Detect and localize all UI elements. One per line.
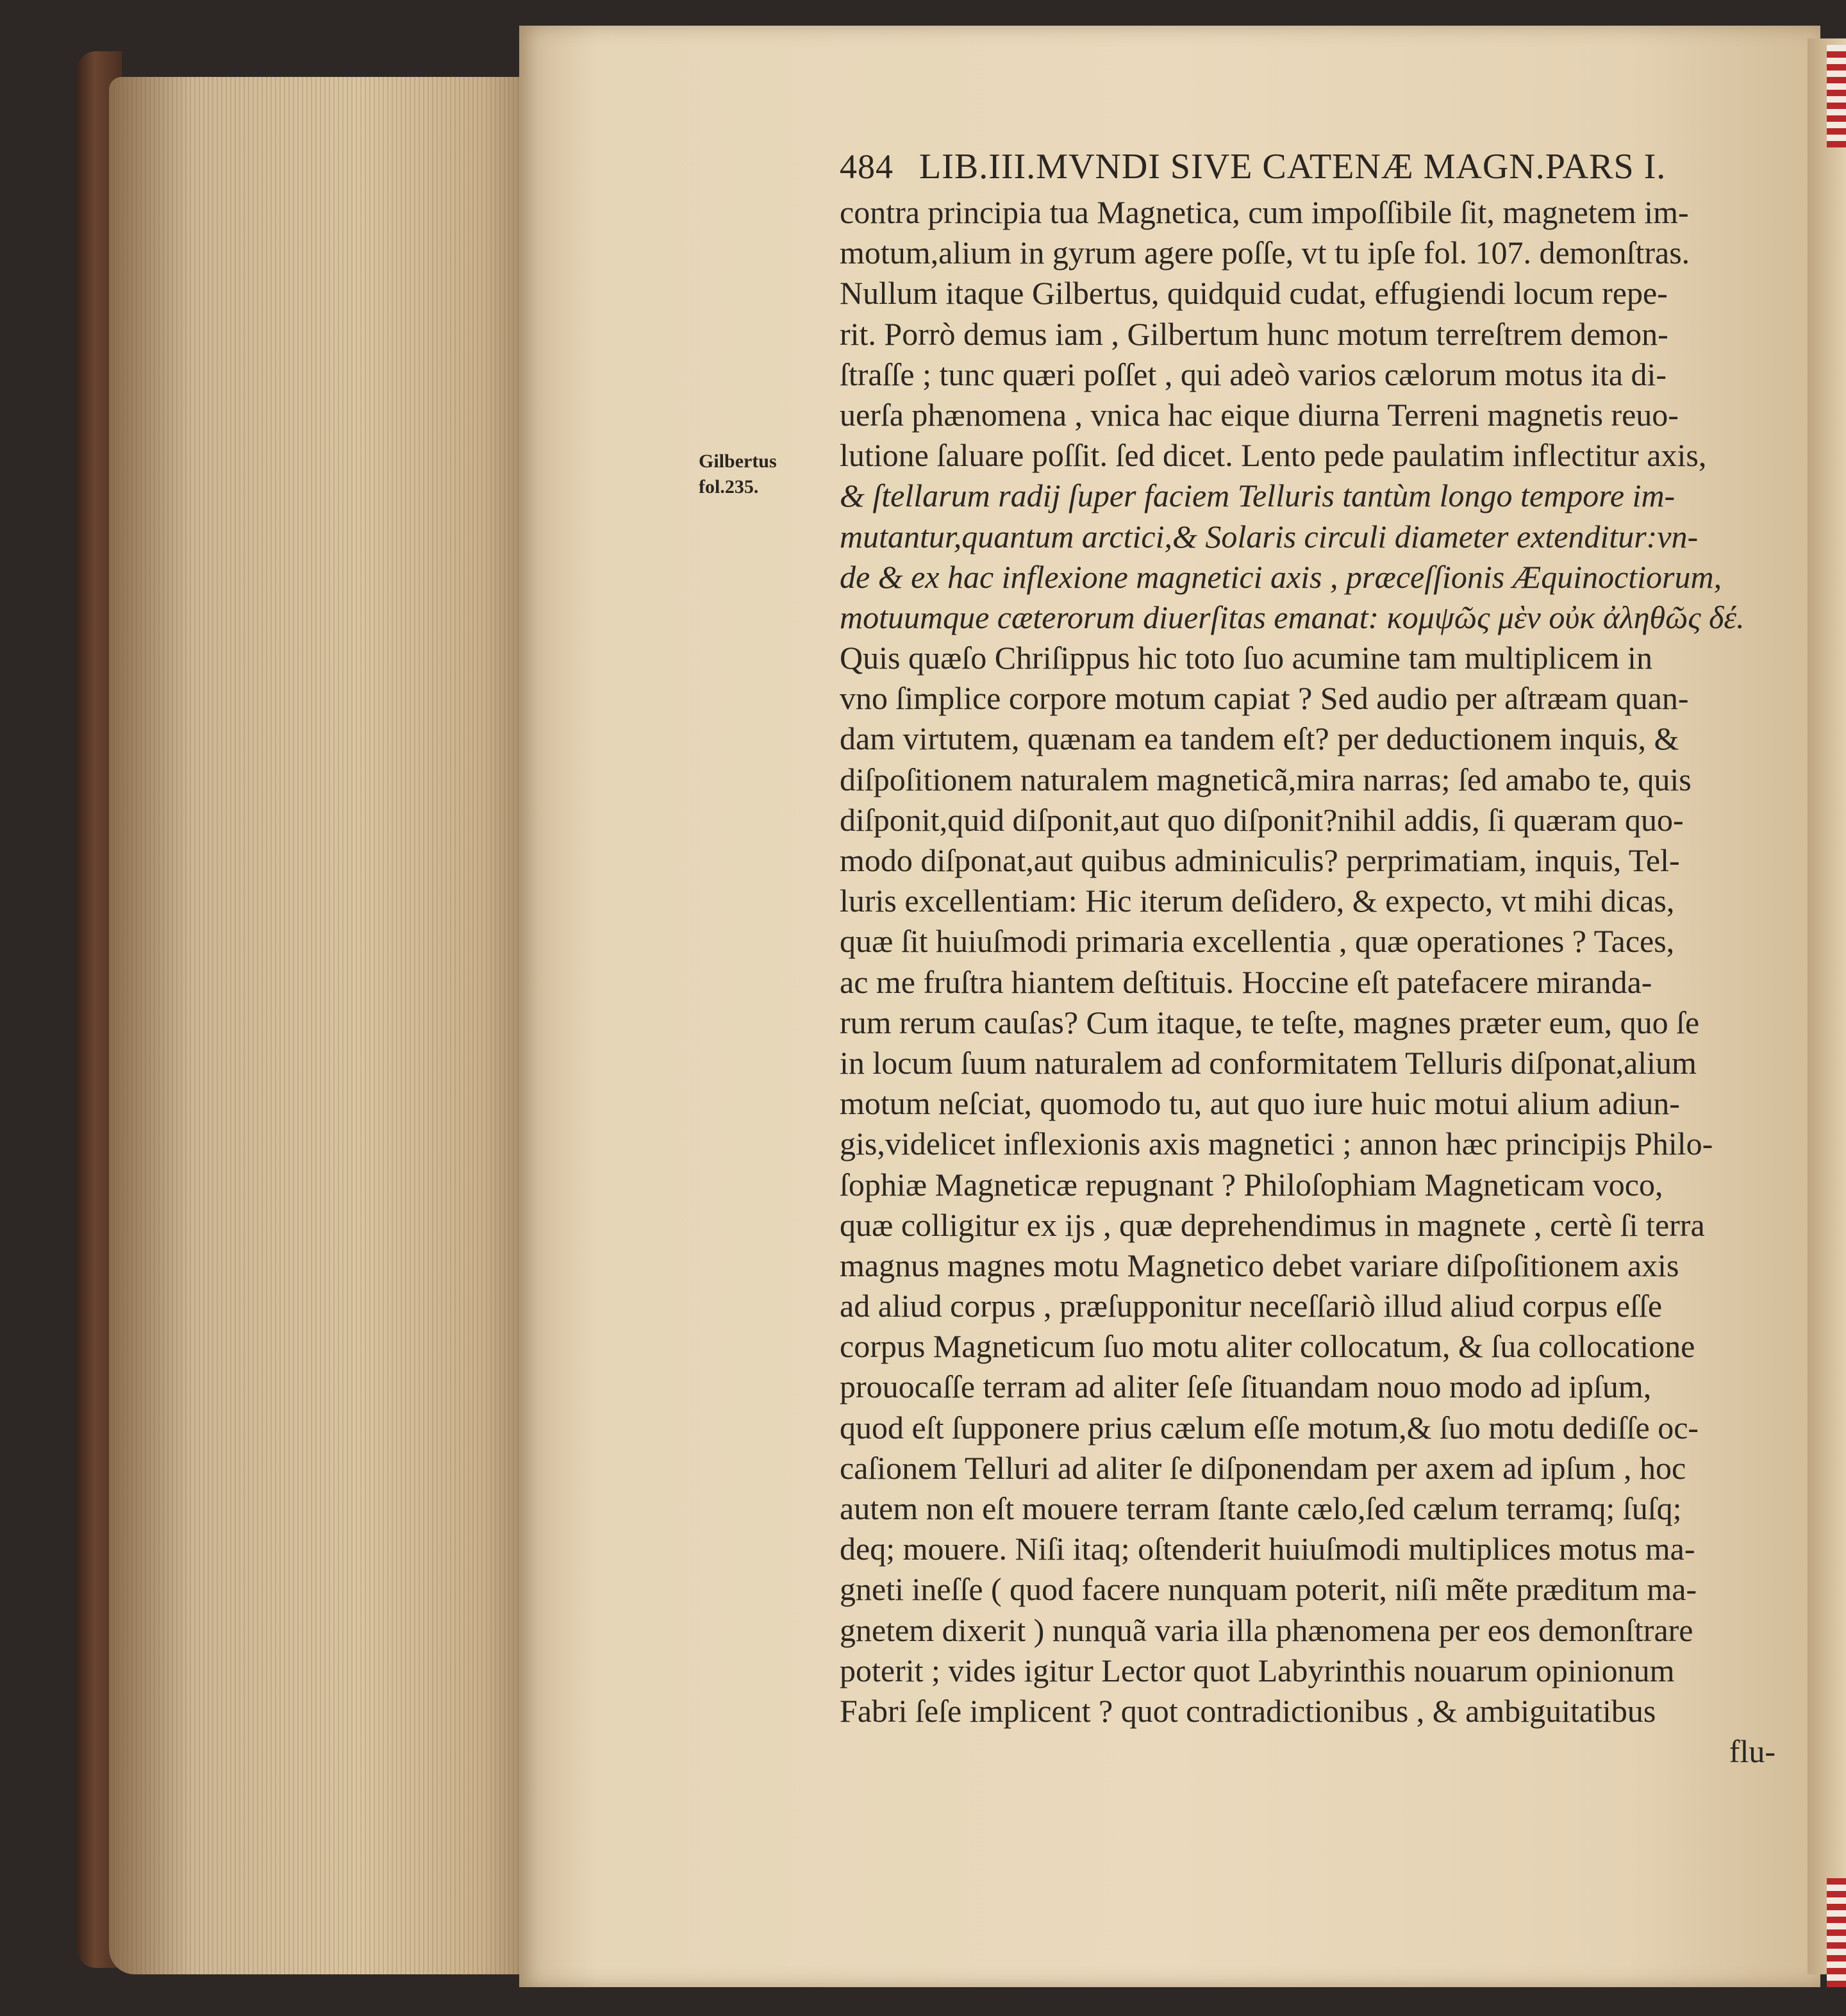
facing-page-edge xyxy=(1808,38,1846,1974)
text-line: quod eſt ſupponere prius cælum eſſe motum,& ſuo motu dediſſe oc- xyxy=(840,1409,1699,1445)
color-bar-top xyxy=(1827,45,1846,147)
text-line: poterit ; vides igitur Lector quot Labyrinthis nouarum opinionum xyxy=(840,1652,1675,1688)
text-line: modo diſponat,aut quibus adminiculis? perprimatiam, inquis, Tel- xyxy=(840,842,1680,878)
catchword: flu- xyxy=(1729,1733,1775,1770)
text-line: gnetem dixerit ) nunquã varia illa phænomena per eos demonſtrare xyxy=(840,1612,1693,1648)
text-line: caſionem Telluri ad aliter ſe diſponendam per axem ad ipſum , hoc xyxy=(840,1449,1686,1486)
text-line: rit. Porrò demus iam , Gilbertum hunc motum terreſtrem demon- xyxy=(840,315,1668,352)
text-line: deq; mouere. Niſi itaq; oſtenderit huiuſmodi multiplices motus ma- xyxy=(840,1531,1695,1567)
text-line: autem non eſt mouere terram ſtante cælo,ſed cælum terramq; ſuſq; xyxy=(840,1490,1682,1526)
text-line: motum,alium in gyrum agere poſſe, vt tu ipſe fol. 107. demonſtras. xyxy=(840,235,1690,271)
text-line: uerſa phænomena , vnica hac eique diurna Terreni magnetis reuo- xyxy=(840,396,1679,433)
body-text xyxy=(840,192,1782,1772)
text-line: diſpoſitionem naturalem magneticã,mira narras; ſed amabo te, quis xyxy=(840,761,1692,797)
running-header xyxy=(840,146,1782,197)
running-title: LIB.III.MVNDI SIVE CATENÆ MAGN.PARS I. xyxy=(919,147,1667,187)
text-line: dam virtutem, quænam ea tandem eſt? per deductionem inquis, & xyxy=(840,721,1679,757)
marginal-note-line: Gilbertus xyxy=(699,451,777,472)
text-line: motuumque cæterorum diuerſitas emanat: κομψῶς μὲν οὐκ ἀληθῶς δέ. xyxy=(840,599,1745,635)
text-line: contra principia tua Magnetica, cum impoſſibile ſit, magnetem im- xyxy=(840,194,1689,230)
text-line: ſophiæ Magneticæ repugnant ? Philoſophiam Magneticam voco, xyxy=(840,1166,1663,1203)
text-line: ac me fruſtra hiantem deſtituis. Hoccine eſt patefacere miranda- xyxy=(840,963,1652,1000)
text-line: Fabri ſeſe implicent ? quot contradictionibus , & ambiguitatibus xyxy=(840,1692,1656,1729)
text-line: gis,videlicet inflexionis axis magnetici ; annon hæc principijs Philo- xyxy=(840,1126,1713,1162)
text-line: gneti ineſſe ( quod facere nunquam poterit, niſi mẽte præditum ma- xyxy=(840,1571,1697,1608)
marginal-note xyxy=(699,449,827,500)
page-block-edge xyxy=(109,77,526,1974)
text-line: prouocaſſe terram ad aliter ſeſe ſituandam nouo modo ad ipſum, xyxy=(840,1369,1652,1405)
text-line: corpus Magneticum ſuo motu aliter collocatum, & ſua collocatione xyxy=(840,1328,1695,1365)
text-line: & ſtellarum radij ſuper faciem Telluris tantùm longo tempore im- xyxy=(840,478,1676,514)
text-line: Nullum itaque Gilbertus, quidquid cudat, effugiendi locum repe- xyxy=(840,275,1668,312)
color-bar-bottom xyxy=(1827,1878,1846,1987)
text-line: mutantur,quantum arctici,& Solaris circuli diameter extenditur:vn- xyxy=(840,518,1699,554)
text-line: magnus magnes motu Magnetico debet variare diſpoſitionem axis xyxy=(840,1247,1679,1283)
text-line: ad aliud corpus , præſupponitur neceſſariò illud aliud corpus eſſe xyxy=(840,1288,1663,1324)
text-line: quæ colligitur ex ijs , quæ deprehendimus in magnete , certè ſi terra xyxy=(840,1206,1705,1243)
text-line: ſtraſſe ; tunc quæri poſſet , qui adeò varios cælorum motus ita di- xyxy=(840,356,1667,392)
text-line: luris excellentiam: Hic iterum deſidero, & expecto, vt mihi dicas, xyxy=(840,883,1675,919)
marginal-note-line: fol.235. xyxy=(699,476,759,497)
text-line: de & ex hac inflexione magnetici axis , præceſſionis Æquinoctiorum, xyxy=(840,558,1722,595)
text-line: lutione ſaluare poſſit. ſed dicet. Lento pede paulatim inflectitur axis, xyxy=(840,437,1707,474)
text-line: Quis quæſo Chriſippus hic toto ſuo acumine tam multiplicem in xyxy=(840,640,1652,676)
text-line: in locum ſuum naturalem ad conformitatem Telluris diſponat,alium xyxy=(840,1044,1697,1081)
text-line: vno ſimplice corpore motum capiat ? Sed audio per aſtræam quan- xyxy=(840,680,1689,717)
text-line: quæ ſit huiuſmodi primaria excellentia , quæ operationes ? Taces, xyxy=(840,923,1675,960)
text-line: diſponit,quid diſponit,aut quo diſponit?nihil addis, ſi quæram quo- xyxy=(840,801,1684,838)
text-line: rum rerum cauſas? Cum itaque, te teſte, magnes præter eum, quo ſe xyxy=(840,1004,1700,1040)
text-line: motum neſciat, quomodo tu, aut quo iure huic motui alium adiun- xyxy=(840,1085,1680,1122)
page-number: 484 xyxy=(840,147,894,186)
